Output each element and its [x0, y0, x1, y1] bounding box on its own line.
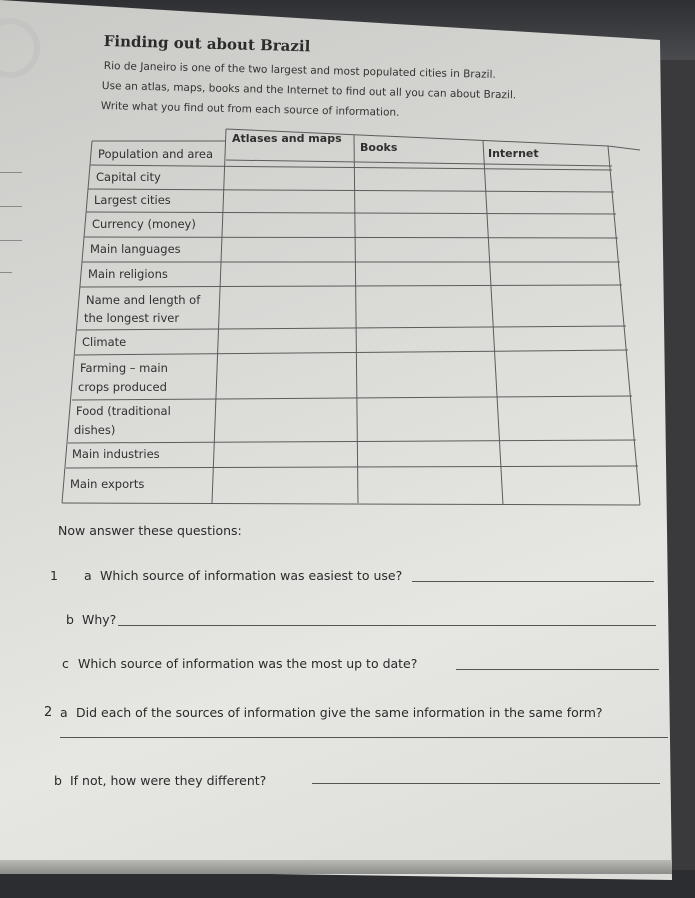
question-2a-text: Did each of the sources of information give the same information in the same form? — [76, 705, 603, 720]
question-number: 1 — [50, 568, 58, 583]
intro-line-2: Use an atlas, maps, books and the Internet to find out all you can about Brazil. — [101, 80, 517, 102]
answer-line-2b[interactable] — [312, 783, 660, 784]
answer-line-1b[interactable] — [118, 625, 656, 626]
row-label: Main industries — [72, 447, 160, 461]
question-letter: c — [62, 656, 69, 671]
row-label: Main religions — [88, 267, 168, 281]
row-label: Food (traditional — [76, 404, 171, 418]
margin-tick — [0, 240, 22, 241]
page-mark — [0, 18, 40, 78]
row-label: Largest cities — [94, 193, 171, 207]
answer-line-1a[interactable] — [412, 581, 654, 582]
question-letter: a — [84, 568, 92, 583]
row-label: the longest river — [84, 311, 180, 325]
row-label: Name and length of — [86, 293, 201, 307]
column-header-internet: Internet — [488, 147, 539, 160]
row-label: Main languages — [90, 242, 181, 256]
column-header-atlases: Atlases and maps — [232, 132, 342, 145]
row-label: Main exports — [70, 477, 145, 491]
row-label: dishes) — [74, 423, 116, 437]
row-label: Population and area — [98, 147, 214, 161]
question-2b-text: If not, how were they different? — [70, 773, 267, 788]
intro-line-1: Rio de Janeiro is one of the two largest and most populated cities in Brazil. — [103, 60, 496, 81]
question-1c-text: Which source of information was the most up to date? — [78, 656, 418, 671]
worksheet-title: Finding out about Brazil — [103, 32, 311, 56]
column-header-books: Books — [360, 141, 398, 154]
answer-line-2a[interactable] — [60, 737, 668, 738]
question-letter: b — [54, 773, 62, 788]
row-label: Capital city — [96, 170, 161, 184]
intro-line-3: Write what you find out from each source of information. — [100, 100, 400, 119]
page-edge — [0, 860, 672, 874]
question-1b-text: Why? — [82, 612, 117, 627]
row-label: Climate — [82, 335, 127, 349]
question-1a-text: Which source of information was easiest to use? — [100, 568, 403, 583]
question-letter: b — [66, 612, 74, 627]
question-number: 2 — [44, 705, 53, 720]
row-label: crops produced — [78, 380, 167, 394]
questions-heading: Now answer these questions: — [58, 523, 242, 538]
row-label: Farming – main — [80, 361, 168, 375]
answer-line-1c[interactable] — [456, 669, 659, 670]
question-letter: a — [60, 705, 68, 720]
row-label: Currency (money) — [92, 217, 196, 231]
margin-tick — [0, 206, 22, 207]
margin-tick — [0, 272, 12, 273]
margin-tick — [0, 172, 22, 173]
